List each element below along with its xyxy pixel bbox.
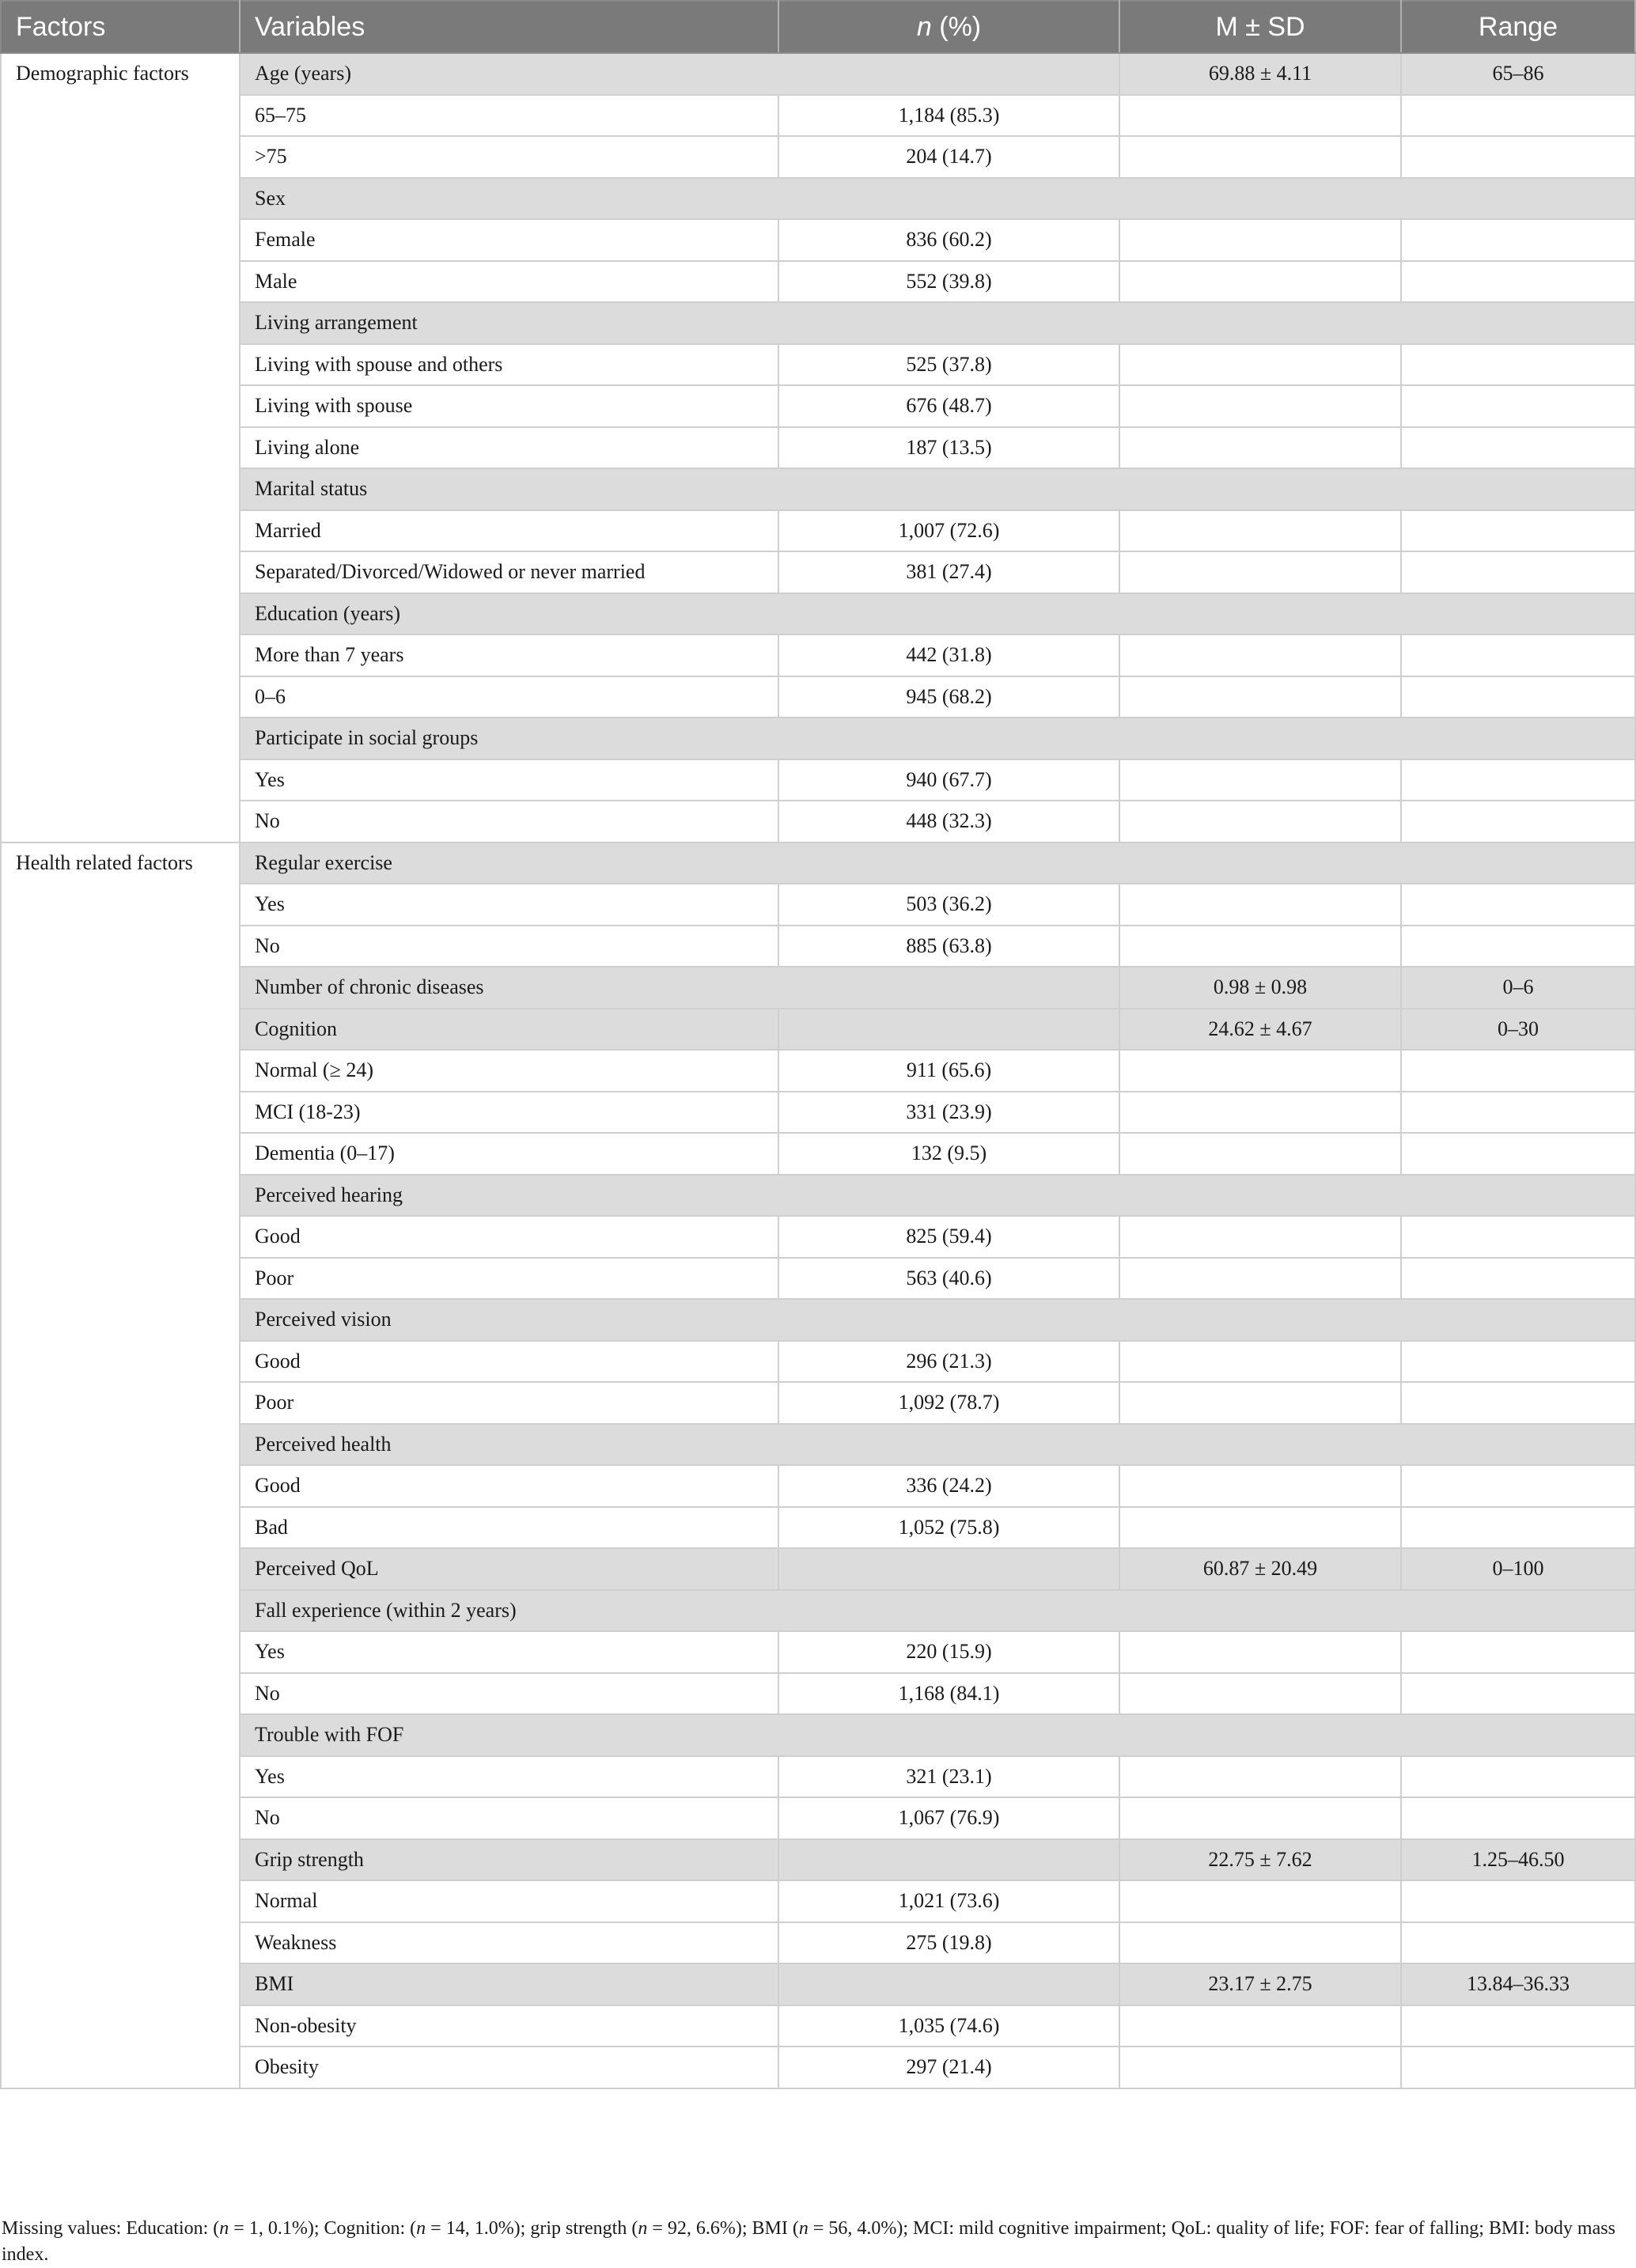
table-row	[1, 510, 1635, 552]
table-group-row	[1, 1009, 1635, 1051]
table-row	[1, 1507, 1635, 1549]
mean-sd-cell	[1119, 261, 1401, 303]
table-row	[1, 801, 1635, 842]
variable-cell: Bad	[240, 1507, 778, 1549]
range-cell	[1401, 1465, 1635, 1507]
table-row	[1, 136, 1635, 178]
range-cell: 65–86	[1401, 53, 1635, 95]
range-cell	[1401, 926, 1635, 967]
mean-sd-cell	[1119, 1382, 1401, 1424]
range-cell	[1401, 385, 1635, 427]
table-group-row	[1, 1299, 1635, 1341]
range-cell	[1401, 759, 1635, 801]
variable-cell: Dementia (0–17)	[240, 1133, 778, 1175]
variable-cell: No	[240, 801, 778, 842]
table-row	[1, 1382, 1635, 1424]
variable-cell: Poor	[240, 1258, 778, 1300]
n-percent-cell: 885 (63.8)	[778, 926, 1119, 967]
table-row	[1, 1050, 1635, 1092]
variable-cell: Trouble with FOF	[240, 1714, 1635, 1756]
footnote-n: n	[416, 2218, 426, 2239]
table-group-row	[1, 593, 1635, 635]
variable-cell: 65–75	[240, 95, 778, 137]
variable-cell: Regular exercise	[240, 842, 1635, 884]
table-group-row	[1, 1963, 1635, 2005]
variable-cell: Participate in social groups	[240, 718, 1635, 759]
mean-sd-cell	[1119, 634, 1401, 676]
table-row	[1, 1797, 1635, 1839]
mean-sd-cell	[1119, 1673, 1401, 1715]
n-percent-cell: 1,052 (75.8)	[778, 1507, 1119, 1549]
n-percent-cell: 381 (27.4)	[778, 551, 1119, 593]
table-row	[1, 759, 1635, 801]
mean-sd-cell	[1119, 1922, 1401, 1964]
range-cell	[1401, 219, 1635, 261]
variable-cell: Living arrangement	[240, 302, 1635, 344]
n-percent-cell: 275 (19.8)	[778, 1922, 1119, 1964]
range-cell: 1.25–46.50	[1401, 1839, 1635, 1881]
variable-cell: Good	[240, 1465, 778, 1507]
variable-cell: Perceived hearing	[240, 1175, 1635, 1217]
range-cell	[1401, 510, 1635, 552]
table-row	[1, 676, 1635, 718]
n-percent-cell: 1,035 (74.6)	[778, 2005, 1119, 2047]
mean-sd-cell	[1119, 1216, 1401, 1258]
table-group-row	[1, 1175, 1635, 1217]
header-variables: Variables	[240, 1, 778, 53]
table-group-row	[1, 842, 1635, 884]
table-row	[1, 1756, 1635, 1798]
mean-sd-cell: 0.98 ± 0.98	[1119, 967, 1401, 1009]
table-row	[1, 1216, 1635, 1258]
range-cell	[1401, 1092, 1635, 1134]
header-n-italic: n	[916, 11, 932, 42]
range-cell	[1401, 884, 1635, 926]
n-percent-cell: 132 (9.5)	[778, 1133, 1119, 1175]
table-group-row	[1, 1424, 1635, 1466]
n-percent-cell	[778, 1839, 1119, 1881]
n-percent-cell	[778, 1963, 1119, 2005]
n-percent-cell: 442 (31.8)	[778, 634, 1119, 676]
table-group-row	[1, 1548, 1635, 1590]
n-percent-cell: 297 (21.4)	[778, 2047, 1119, 2088]
n-percent-cell: 1,007 (72.6)	[778, 510, 1119, 552]
mean-sd-cell	[1119, 1341, 1401, 1383]
mean-sd-cell	[1119, 1631, 1401, 1673]
footnote-text: = 1, 0.1%); Cognition: (	[229, 2218, 417, 2239]
variable-cell: Married	[240, 510, 778, 552]
variable-cell: Good	[240, 1341, 778, 1383]
variable-cell: Marital status	[240, 468, 1635, 510]
mean-sd-cell	[1119, 2047, 1401, 2088]
mean-sd-cell	[1119, 801, 1401, 842]
mean-sd-cell	[1119, 95, 1401, 137]
table-row	[1, 95, 1635, 137]
variable-cell: Yes	[240, 759, 778, 801]
variable-cell: Non-obesity	[240, 2005, 778, 2047]
variable-cell: More than 7 years	[240, 634, 778, 676]
header-mean-sd: M ± SD	[1119, 1, 1401, 53]
table-group-row	[1, 53, 1635, 95]
variable-cell: No	[240, 1797, 778, 1839]
table-row	[1, 1880, 1635, 1922]
variable-cell: Education (years)	[240, 593, 1635, 635]
n-percent-cell: 552 (39.8)	[778, 261, 1119, 303]
table-row	[1, 1133, 1635, 1175]
footnote-text: Missing values: Education: (	[2, 2218, 220, 2239]
range-cell	[1401, 136, 1635, 178]
variable-cell: Yes	[240, 884, 778, 926]
table-row	[1, 1258, 1635, 1300]
variable-cell: No	[240, 926, 778, 967]
range-cell	[1401, 1673, 1635, 1715]
n-percent-cell: 331 (23.9)	[778, 1092, 1119, 1134]
range-cell	[1401, 344, 1635, 386]
table-row	[1, 1341, 1635, 1383]
variable-cell: Poor	[240, 1382, 778, 1424]
footnote-text: = 14, 1.0%); grip strength (	[426, 2218, 638, 2239]
n-percent-cell: 563 (40.6)	[778, 1258, 1119, 1300]
table-row	[1, 926, 1635, 967]
variable-cell: Number of chronic diseases	[240, 967, 1119, 1009]
variable-cell: Female	[240, 219, 778, 261]
range-cell	[1401, 2005, 1635, 2047]
header-range: Range	[1401, 1, 1635, 53]
mean-sd-cell	[1119, 1050, 1401, 1092]
variable-cell: Separated/Divorced/Widowed or never married	[240, 551, 778, 593]
mean-sd-cell	[1119, 510, 1401, 552]
table-row	[1, 1092, 1635, 1134]
range-cell	[1401, 634, 1635, 676]
footnote-n: n	[638, 2218, 648, 2239]
variable-cell: No	[240, 1673, 778, 1715]
n-percent-cell: 448 (32.3)	[778, 801, 1119, 842]
table-group-row	[1, 1839, 1635, 1881]
mean-sd-cell: 60.87 ± 20.49	[1119, 1548, 1401, 1590]
range-cell	[1401, 2047, 1635, 2088]
n-percent-cell: 1,092 (78.7)	[778, 1382, 1119, 1424]
variable-cell: Age (years)	[240, 53, 1119, 95]
mean-sd-cell	[1119, 1133, 1401, 1175]
mean-sd-cell	[1119, 2005, 1401, 2047]
range-cell	[1401, 1507, 1635, 1549]
variable-cell: Male	[240, 261, 778, 303]
variable-cell: >75	[240, 136, 778, 178]
variable-cell: Living with spouse and others	[240, 344, 778, 386]
range-cell	[1401, 1341, 1635, 1383]
n-percent-cell: 911 (65.6)	[778, 1050, 1119, 1092]
table-group-row	[1, 468, 1635, 510]
table-row	[1, 427, 1635, 469]
range-cell: 13.84–36.33	[1401, 1963, 1635, 2005]
range-cell	[1401, 1797, 1635, 1839]
n-percent-cell: 825 (59.4)	[778, 1216, 1119, 1258]
mean-sd-cell	[1119, 551, 1401, 593]
range-cell	[1401, 801, 1635, 842]
table-row	[1, 2047, 1635, 2088]
mean-sd-cell: 24.62 ± 4.67	[1119, 1009, 1401, 1051]
table-group-row	[1, 302, 1635, 344]
range-cell	[1401, 1050, 1635, 1092]
variable-cell: Perceived QoL	[240, 1548, 778, 1590]
mean-sd-cell	[1119, 344, 1401, 386]
mean-sd-cell: 22.75 ± 7.62	[1119, 1839, 1401, 1881]
variable-cell: Normal	[240, 1880, 778, 1922]
variable-cell: Obesity	[240, 2047, 778, 2088]
range-cell	[1401, 1880, 1635, 1922]
mean-sd-cell	[1119, 1092, 1401, 1134]
variable-cell: 0–6	[240, 676, 778, 718]
n-percent-cell: 525 (37.8)	[778, 344, 1119, 386]
variable-cell: Fall experience (within 2 years)	[240, 1590, 1635, 1632]
table-row	[1, 1631, 1635, 1673]
mean-sd-cell	[1119, 219, 1401, 261]
range-cell	[1401, 676, 1635, 718]
range-cell: 0–30	[1401, 1009, 1635, 1051]
table-group-row	[1, 1590, 1635, 1632]
n-percent-cell: 1,021 (73.6)	[778, 1880, 1119, 1922]
variable-cell: Sex	[240, 178, 1635, 220]
factor-cell: Health related factors	[1, 842, 240, 2088]
mean-sd-cell	[1119, 884, 1401, 926]
mean-sd-cell	[1119, 759, 1401, 801]
variable-cell: Perceived health	[240, 1424, 1635, 1466]
range-cell	[1401, 1756, 1635, 1798]
variable-cell: Living with spouse	[240, 385, 778, 427]
footnote-n: n	[219, 2218, 229, 2239]
footnote-n: n	[798, 2218, 809, 2239]
table-row	[1, 884, 1635, 926]
variable-cell: Perceived vision	[240, 1299, 1635, 1341]
table-footnote	[0, 2216, 1631, 2268]
table-group-row	[1, 178, 1635, 220]
mean-sd-cell: 23.17 ± 2.75	[1119, 1963, 1401, 2005]
range-cell	[1401, 551, 1635, 593]
range-cell	[1401, 1133, 1635, 1175]
table-row	[1, 344, 1635, 386]
table-group-row	[1, 718, 1635, 759]
n-percent-cell: 1,168 (84.1)	[778, 1673, 1119, 1715]
n-percent-cell: 1,184 (85.3)	[778, 95, 1119, 137]
range-cell	[1401, 261, 1635, 303]
n-percent-cell: 220 (15.9)	[778, 1631, 1119, 1673]
table-body	[1, 53, 1635, 2088]
mean-sd-cell	[1119, 427, 1401, 469]
range-cell	[1401, 1922, 1635, 1964]
mean-sd-cell	[1119, 136, 1401, 178]
header-row	[1, 1, 1635, 53]
n-percent-cell: 503 (36.2)	[778, 884, 1119, 926]
variable-cell: Yes	[240, 1756, 778, 1798]
header-factors: Factors	[1, 1, 240, 53]
table-row	[1, 1465, 1635, 1507]
mean-sd-cell	[1119, 1465, 1401, 1507]
variable-cell: Normal (≥ 24)	[240, 1050, 778, 1092]
n-percent-cell: 336 (24.2)	[778, 1465, 1119, 1507]
mean-sd-cell	[1119, 1507, 1401, 1549]
table-row	[1, 219, 1635, 261]
table-row	[1, 634, 1635, 676]
n-percent-cell	[778, 1009, 1119, 1051]
table-row	[1, 2005, 1635, 2047]
table-row	[1, 551, 1635, 593]
range-cell	[1401, 1216, 1635, 1258]
variable-cell: Yes	[240, 1631, 778, 1673]
range-cell	[1401, 1382, 1635, 1424]
mean-sd-cell	[1119, 926, 1401, 967]
table-group-row	[1, 967, 1635, 1009]
variable-cell: Cognition	[240, 1009, 778, 1051]
table-row	[1, 261, 1635, 303]
range-cell	[1401, 427, 1635, 469]
mean-sd-cell: 69.88 ± 4.11	[1119, 53, 1401, 95]
mean-sd-cell	[1119, 385, 1401, 427]
range-cell	[1401, 95, 1635, 137]
mean-sd-cell	[1119, 1797, 1401, 1839]
n-percent-cell: 676 (48.7)	[778, 385, 1119, 427]
factor-cell: Demographic factors	[1, 53, 240, 842]
mean-sd-cell	[1119, 1880, 1401, 1922]
variable-cell: Grip strength	[240, 1839, 778, 1881]
n-percent-cell: 836 (60.2)	[778, 219, 1119, 261]
range-cell: 0–6	[1401, 967, 1635, 1009]
n-percent-cell	[778, 1548, 1119, 1590]
variable-cell: Living alone	[240, 427, 778, 469]
header-n-rest: (%)	[931, 11, 982, 42]
table-row	[1, 385, 1635, 427]
variable-cell: Weakness	[240, 1922, 778, 1964]
n-percent-cell: 187 (13.5)	[778, 427, 1119, 469]
n-percent-cell: 296 (21.3)	[778, 1341, 1119, 1383]
n-percent-cell: 940 (67.7)	[778, 759, 1119, 801]
n-percent-cell: 204 (14.7)	[778, 136, 1119, 178]
variable-cell: MCI (18-23)	[240, 1092, 778, 1134]
table-row	[1, 1673, 1635, 1715]
mean-sd-cell	[1119, 1258, 1401, 1300]
range-cell: 0–100	[1401, 1548, 1635, 1590]
range-cell	[1401, 1631, 1635, 1673]
header-n-percent	[778, 1, 1119, 53]
n-percent-cell: 321 (23.1)	[778, 1756, 1119, 1798]
n-percent-cell: 1,067 (76.9)	[778, 1797, 1119, 1839]
footnote-text: = 56, 4.0%); MCI: mild cognitive impairment; QoL: quality of life; FOF: fear of falling; BMI: body mass index.	[2, 2218, 1615, 2265]
variable-cell: BMI	[240, 1963, 778, 2005]
footnote-text: = 92, 6.6%); BMI (	[647, 2218, 799, 2239]
mean-sd-cell	[1119, 1756, 1401, 1798]
table-group-row	[1, 1714, 1635, 1756]
mean-sd-cell	[1119, 676, 1401, 718]
n-percent-cell: 945 (68.2)	[778, 676, 1119, 718]
range-cell	[1401, 1258, 1635, 1300]
table-row	[1, 1922, 1635, 1964]
variable-cell: Good	[240, 1216, 778, 1258]
